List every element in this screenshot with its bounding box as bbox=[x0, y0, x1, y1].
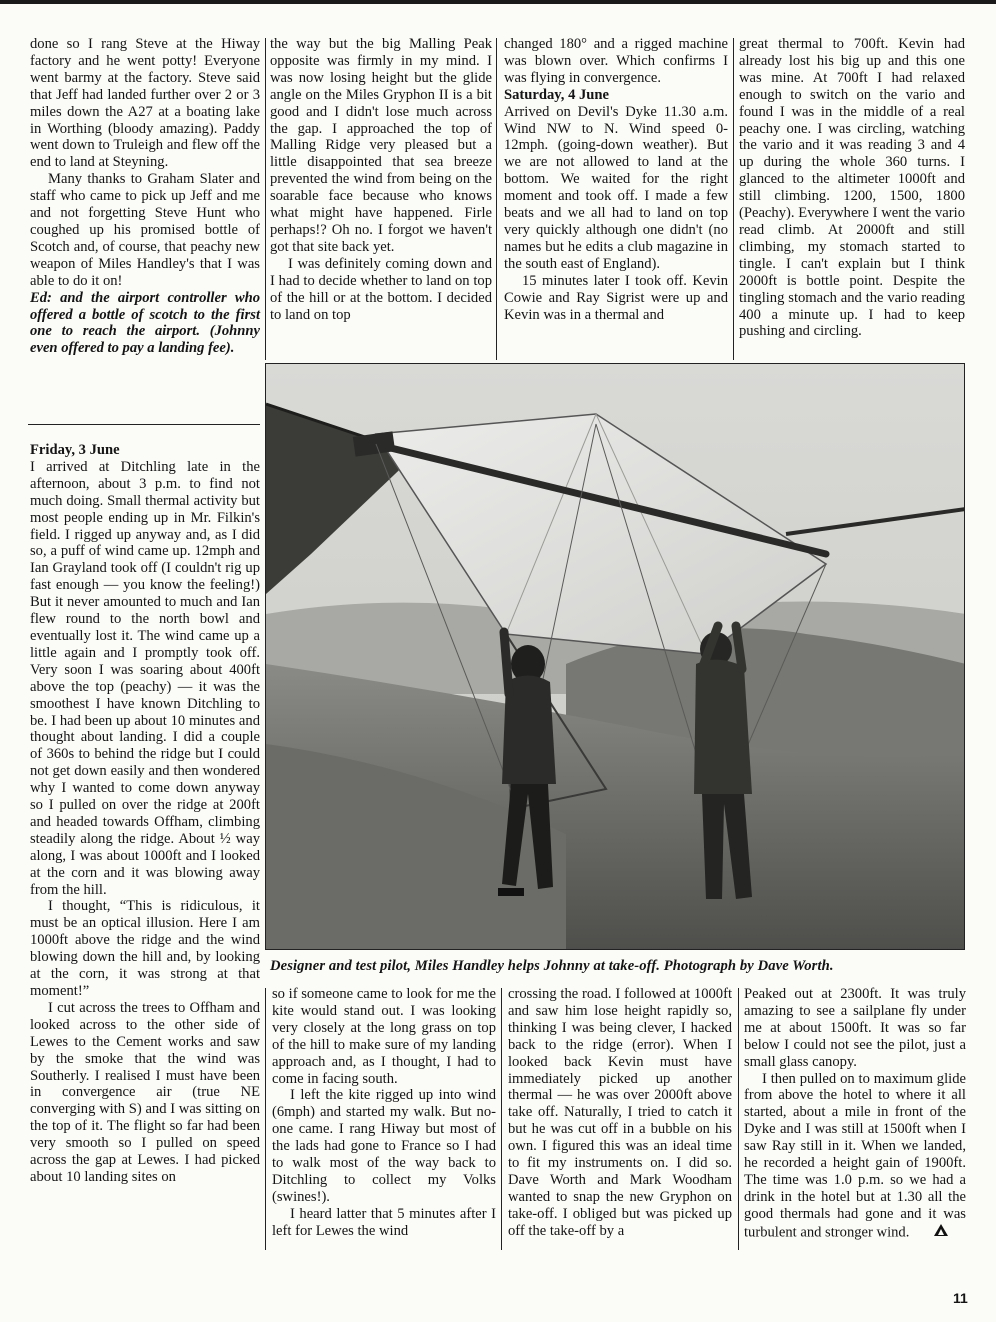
article-column-1-bottom bbox=[26, 442, 264, 1254]
article-column-4-bottom bbox=[740, 986, 970, 1254]
paragraph-text: I then pulled on to maximum glide from above the hotel to where it all started, about a mile in front of the Dyke and I was still at 1500ft when I saw Ray still in it. When we landed, he recorded a height gain of 1900ft. The time was 1.0 p.m. so we had a drink in the hotel but at 1.30 all the good thermals had gone and it was turbulent and stronger wind. bbox=[744, 1070, 966, 1240]
column-rule bbox=[738, 988, 739, 1250]
photo-illustration bbox=[266, 364, 965, 950]
paragraph: I thought, “This is ridiculous, it must be an optical illusion. Here I am 1000ft above the ridge and the wind blowing down the hill and, by looking at the corn, it was strong at that moment!” bbox=[30, 898, 260, 999]
column-separator bbox=[28, 424, 260, 425]
paragraph: 15 minutes later I took off. Kevin Cowie and Ray Sigrist were up and Kevin was in a thermal and bbox=[504, 272, 728, 323]
article-column-2-top bbox=[266, 36, 496, 356]
article-column-3-top bbox=[500, 36, 732, 356]
paragraph: so if someone came to look for me the kite would stand out. I was looking very closely at the long grass on top of the hill to make sure of my landing approach and, as I thought, I had to come in facing south. bbox=[272, 986, 496, 1087]
paragraph: Peaked out at 2300ft. It was truly amazing to see a sailplane fly under me at about 1500ft. It was so far below I could not see the pilot, just a small glass canopy. bbox=[744, 986, 966, 1070]
editor-note: Ed: and the airport controller who offered a bottle of scotch to the first one to reach the airport. (Johnny even offered to pay a landing fee). bbox=[30, 289, 260, 357]
photo-caption: Designer and test pilot, Miles Handley helps Johnny at take-off. Photograph by Dave Worth. bbox=[270, 958, 834, 974]
article-column-1-top bbox=[26, 36, 264, 422]
section-heading: Saturday, 4 June bbox=[504, 86, 610, 103]
column-rule bbox=[733, 38, 734, 360]
article-column-3-bottom bbox=[504, 986, 736, 1254]
paragraph: I arrived at Ditchling late in the afternoon, about 3 p.m. to find not much doing. Small thermal activity but most people ending up in Mr. Filkin's field. I rigged up anyway and, as I did so, a puff of wind came up. 12mph and Ian Grayland took off (I couldn't rig up fast enough — you know the feeling!) But it never amounted to much and Ian flew round to the north bowl and eventually lost it. The wind came up a little again and I promptly took off. Very soon I was soaring about 400ft above the top (peachy) — it was the smoothest I have known Ditchling to be. I had been up about 10 minutes and thought about landing. I did a couple of 360s to behind the ridge but I could not get down easily and then wondered why I wanted to come down anyway so I pulled on over the ridge at 200ft and headed towards Offham, climbing steadily along the ridge. About ½ way along, I was about 1000ft and I looked at the corn and it was blowing away from the hill. bbox=[30, 458, 260, 898]
paragraph: I left the kite rigged up into wind (6mph) and started my walk. But no-one came. I rang Hiway but most of the lads had gone to France so I had to walk most of the way back to Ditchling to collect my Volks (swines!). bbox=[272, 1087, 496, 1205]
paragraph: done so I rang Steve at the Hiway factory and he went potty! Everyone went barmy at the factory. Steve said that Jeff had landed further over 2 or 3 miles down the A27 at a boating lake in Worthing (bloody amazing). Paddy went down to Truleigh and flew off the end to land at Steyning. bbox=[30, 36, 260, 171]
paragraph: Many thanks to Graham Slater and staff who came to pick up Jeff and me and not forgetting Steve Hunt who coughed up his promised bottle of Scotch and, of course, that peachy new weapon of Miles Handley's that I was able to do it on! bbox=[30, 171, 260, 289]
column-rule bbox=[496, 38, 497, 360]
paragraph: I was definitely coming down and I had to decide whether to land on top of the hill or at the bottom. I decided to land on top bbox=[270, 255, 492, 323]
column-rule bbox=[265, 988, 266, 1250]
end-of-article-icon bbox=[915, 1223, 949, 1243]
article-column-2-bottom bbox=[268, 986, 500, 1254]
paragraph: changed 180° and a rigged machine was blown over. Which confirms I was flying in convergence. bbox=[504, 36, 728, 86]
article-column-4-top bbox=[735, 36, 969, 356]
paragraph: Arrived on Devil's Dyke 11.30 a.m. Wind NW to N. Wind speed 0-12mph. (going-down weather). But we are not allowed to land at the bottom. We waited for the right moment and took off. I made a few beats and we all had to land on top very quickly although one didn't (no names but he edits a club magazine in the south east of England). bbox=[504, 103, 728, 272]
paragraph: I heard latter that 5 minutes after I left for Lewes the wind bbox=[272, 1205, 496, 1239]
page-number: 11 bbox=[953, 1290, 968, 1306]
paragraph: great thermal to 700ft. Kevin had already lost his big up and this one was mine. At 700ft I had relaxed enough to switch on the vario and found I was in the middle of a real peachy one. I was circling, watching the vario and it was reading 3 and 4 up during the whole 360 turns. I glanced to the altimeter 1000ft and still climbing. 1200, 1500, 1800 (Peachy). Everywhere I went the vario read climb. At 2000ft and still climbing, my stomach started to tingle. I can't explain but I think 2000ft is bottle point. Despite the tingling stomach and the vario reading 400 a minute up. I had to keep pushing and circling. bbox=[739, 36, 965, 340]
column-rule bbox=[501, 988, 502, 1250]
section-heading: Friday, 3 June bbox=[30, 442, 120, 458]
top-rule bbox=[0, 0, 996, 4]
paragraph: crossing the road. I followed at 1000ft and saw him lose height rapidly so, thinking I was being clever, I hacked back to the ridge (error). When I looked back Kevin must have immediately picked up another thermal — he was over 2000ft above take off. Naturally, I tried to catch it but he was cut off in a bubble on his own. I figured this was an ideal time to fit my instruments on. I did so. Dave Worth and Mark Woodham wanted to snap the new Gryphon on take-off. I obliged but was picked up off the take-off by a bbox=[508, 986, 732, 1239]
hang-glider-take-off-photo bbox=[265, 363, 965, 950]
paragraph: I cut across the trees to Offham and looked across to the other side of Lewes to the Cement works and saw by the smoke that the wind was Southerly. I realised I must have been in convergence air (true NE converging with S) and I was sitting on the top of it. The flight so far had been very smooth so I pulled on speed across the gap at Lewes. I had picked about 10 landing sites on bbox=[30, 999, 260, 1185]
paragraph bbox=[744, 1071, 966, 1243]
paragraph: the way but the big Malling Peak opposite was firmly in my mind. I was now losing height but the glide angle on the Miles Gryphon II is a bit good and I didn't lose much across the gap. I approached the top of Malling Ridge very pleased but a little disappointed that sea breeze prevented the wind from being on the soarable face because who knows what might have happened. Firle perhaps!? Oh no. I forgot we haven't got that site back yet. bbox=[270, 36, 492, 255]
